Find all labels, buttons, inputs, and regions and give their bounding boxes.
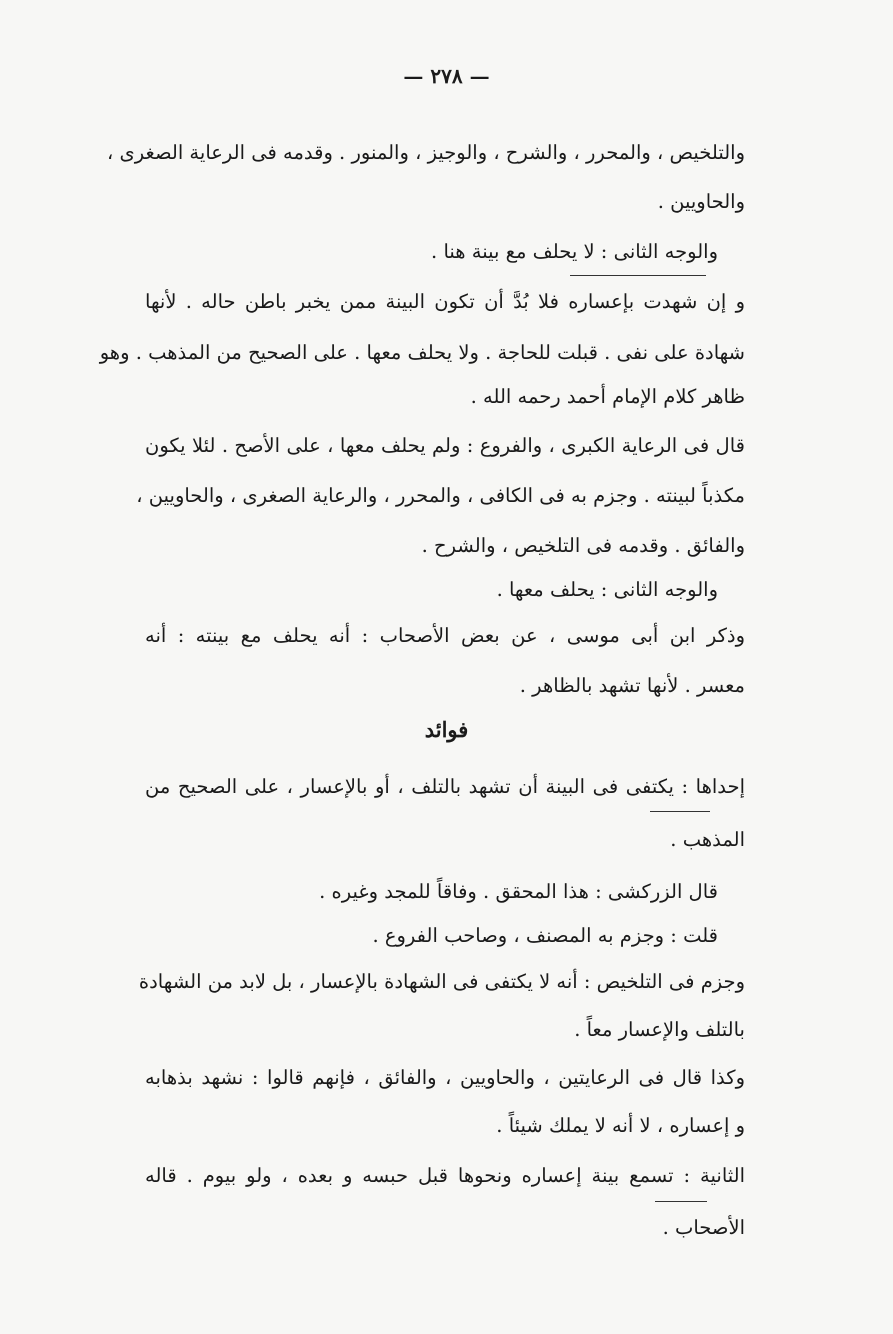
text-line-10: والوجه الثانى : يحلف معها . — [496, 578, 718, 601]
text-line-7: قال فى الرعاية الكبرى ، والفروع : ولم يحلف معها ، على الأصح . لئلا يكون — [145, 434, 745, 457]
text-line-16: قلت : وجزم به المصنف ، وصاحب الفروع . — [372, 924, 718, 947]
text-line-19: وكذا قال فى الرعايتين ، والحاويين ، والفائق ، فإنهم قالوا : نشهد بذهابه — [145, 1066, 745, 1089]
text-line-4: و إن شهدت بإعساره فلا بُدَّ أن تكون البينة ممن يخبر باطن حاله . لأنها — [145, 290, 745, 313]
underline-mark — [650, 811, 710, 812]
page-number: — ٢٧٨ — — [403, 64, 490, 88]
text-line-11: وذكر ابن أبى موسى ، عن بعض الأصحاب : أنه يحلف مع بينته : أنه — [145, 624, 745, 647]
text-line-22: الأصحاب . — [662, 1216, 745, 1239]
text-line-20: و إعساره ، لا أنه لا يملك شيئاً . — [496, 1114, 745, 1137]
text-line-21: الثانية : تسمع بينة إعساره ونحوها قبل حبسه و بعده ، ولو بيوم . قاله — [145, 1164, 745, 1187]
text-line-18: بالتلف والإعسار معاً . — [574, 1018, 745, 1041]
text-line-8: مكذباً لبينته . وجزم به فى الكافى ، والمحرر ، والرعاية الصغرى ، والحاويين ، — [136, 484, 745, 507]
text-line-1: والتلخيص ، والمحرر ، والشرح ، والوجيز ، والمنور . وقدمه فى الرعاية الصغرى ، — [107, 141, 745, 164]
underline-mark — [570, 275, 706, 276]
text-line-17: وجزم فى التلخيص : أنه لا يكتفى فى الشهادة بالإعسار ، بل لابد من الشهادة — [138, 970, 745, 993]
text-line-12: معسر . لأنها تشهد بالظاهر . — [519, 674, 745, 697]
text-line-15: قال الزركشى : هذا المحقق . وفاقاً للمجد وغيره . — [319, 880, 718, 903]
text-line-13: إحداها : يكتفى فى البينة أن تشهد بالتلف ، أو بالإعسار ، على الصحيح من — [145, 775, 745, 798]
text-line-9: والفائق . وقدمه فى التلخيص ، والشرح . — [421, 534, 745, 557]
underline-mark — [655, 1201, 707, 1202]
text-line-14: المذهب . — [670, 828, 745, 851]
text-line-5: شهادة على نفى . قبلت للحاجة . ولا يحلف معها . على الصحيح من المذهب . وهو — [99, 341, 745, 364]
text-line-6: ظاهر كلام الإمام أحمد رحمه الله . — [470, 385, 745, 408]
text-line-2: والحاويين . — [657, 190, 745, 213]
section-heading: فوائد — [424, 717, 469, 742]
text-line-3: والوجه الثانى : لا يحلف مع بينة هنا . — [431, 240, 718, 263]
